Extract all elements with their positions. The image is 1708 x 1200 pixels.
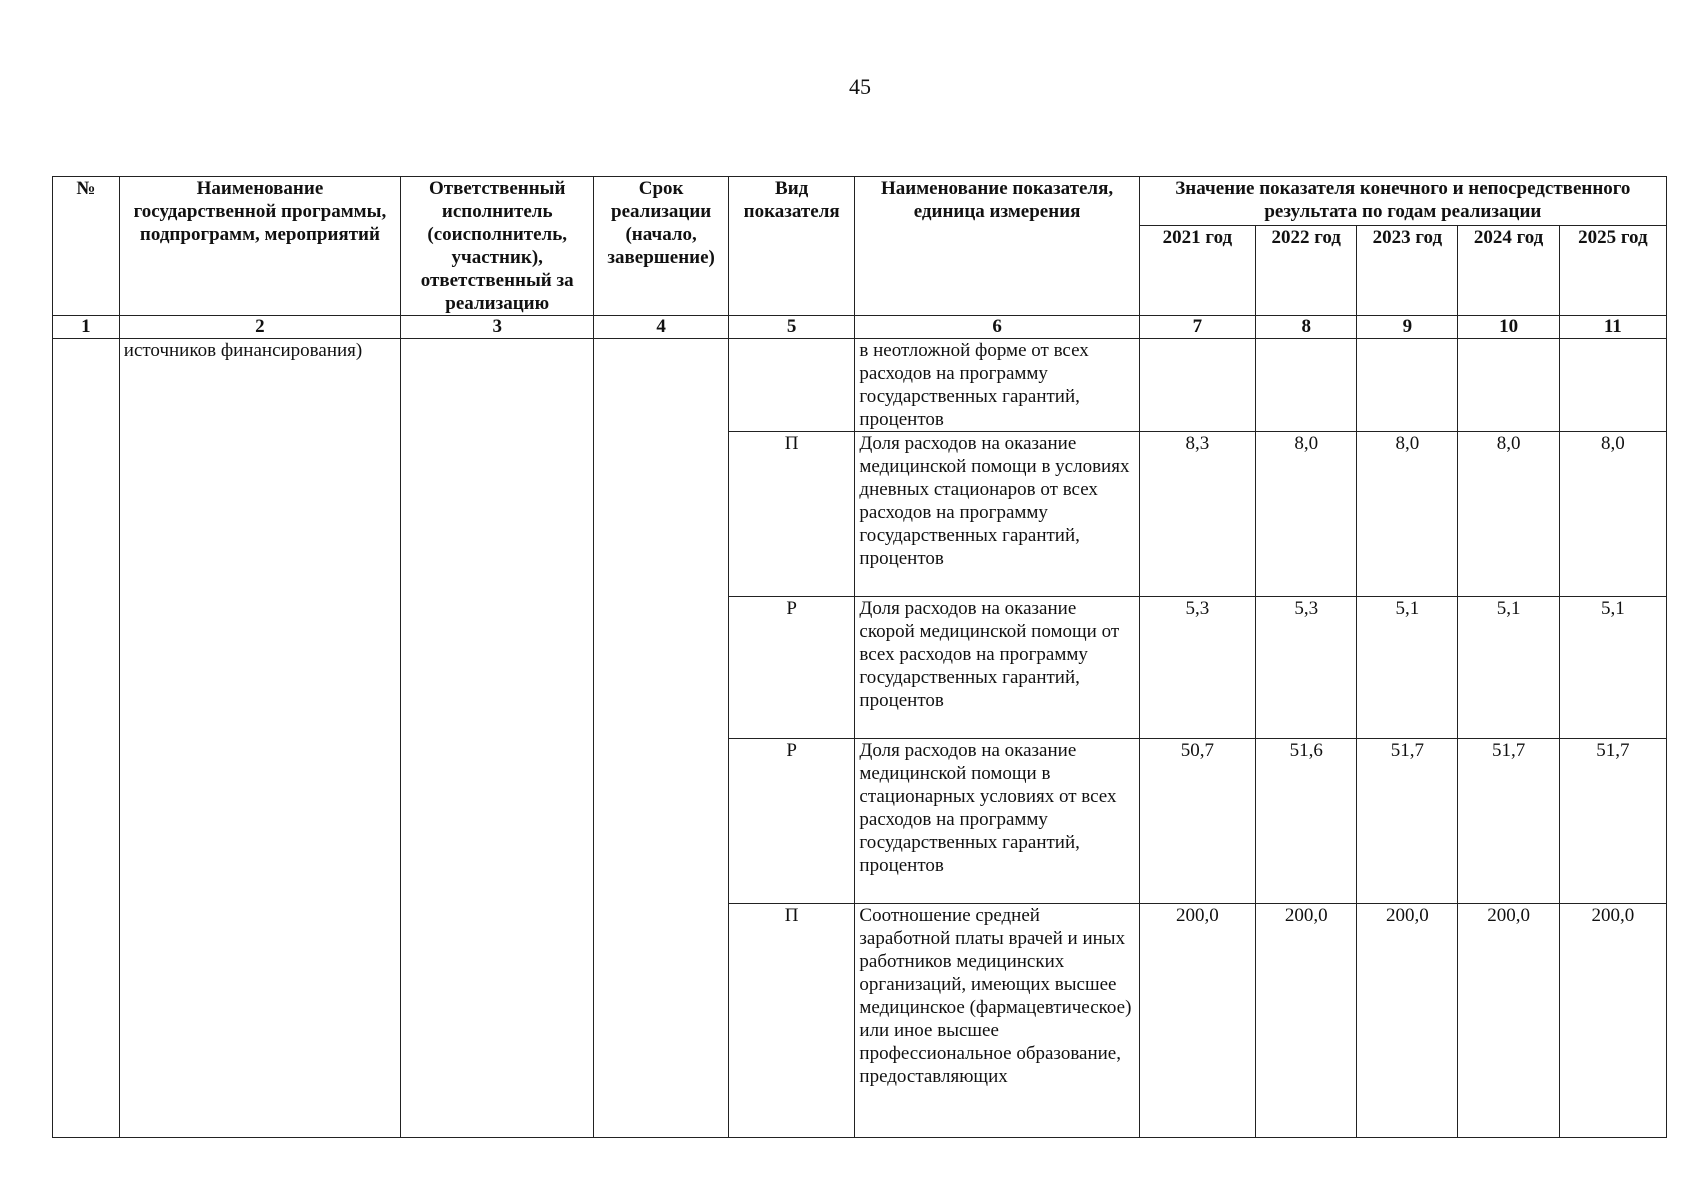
indicators-table xyxy=(52,176,1667,1138)
column-number: 1 xyxy=(53,316,120,339)
column-number: 6 xyxy=(855,316,1139,339)
program-cell: источников финансирования) xyxy=(119,339,400,1138)
header-kind: Вид показателя xyxy=(728,177,854,316)
value-2023 xyxy=(1357,339,1458,432)
indicator-name: в неотложной форме от всех расходов на программу государственных гарантий, процентов xyxy=(855,339,1139,432)
value-2021: 5,3 xyxy=(1139,597,1255,739)
value-2025 xyxy=(1559,339,1666,432)
column-number: 2 xyxy=(119,316,400,339)
value-2025: 5,1 xyxy=(1559,597,1666,739)
column-number: 4 xyxy=(594,316,729,339)
header-number: № xyxy=(53,177,120,316)
column-number: 8 xyxy=(1256,316,1357,339)
indicator-name: Доля расходов на оказание медицинской помощи в стационарных условиях от всех расходов на программу государственных гарантий, процентов xyxy=(855,739,1139,904)
value-2023: 200,0 xyxy=(1357,904,1458,1138)
column-numbers-row xyxy=(53,316,1667,339)
value-2023: 8,0 xyxy=(1357,432,1458,597)
value-2025: 200,0 xyxy=(1559,904,1666,1138)
value-2024: 5,1 xyxy=(1458,597,1559,739)
header-year-2022: 2022 год xyxy=(1256,225,1357,315)
value-2023: 51,7 xyxy=(1357,739,1458,904)
header-term: Срок реализации (начало, завершение) xyxy=(594,177,729,316)
header-year-2024: 2024 год xyxy=(1458,225,1559,315)
value-2022: 5,3 xyxy=(1256,597,1357,739)
column-number: 3 xyxy=(401,316,594,339)
column-number: 5 xyxy=(728,316,854,339)
indicator-kind: Р xyxy=(728,739,854,904)
value-2022: 51,6 xyxy=(1256,739,1357,904)
responsible-cell xyxy=(401,339,594,1138)
page-number: 45 xyxy=(849,74,871,99)
indicator-kind: П xyxy=(728,904,854,1138)
column-number: 7 xyxy=(1139,316,1255,339)
term-cell xyxy=(594,339,729,1138)
value-2023: 5,1 xyxy=(1357,597,1458,739)
column-number: 10 xyxy=(1458,316,1559,339)
column-number: 11 xyxy=(1559,316,1666,339)
value-2021 xyxy=(1139,339,1255,432)
indicator-name: Доля расходов на оказание медицинской помощи в условиях дневных стационаров от всех расходов на программу государственных гарантий, процентов xyxy=(855,432,1139,597)
value-2021: 50,7 xyxy=(1139,739,1255,904)
value-2022 xyxy=(1256,339,1357,432)
value-2025: 8,0 xyxy=(1559,432,1666,597)
value-2025: 51,7 xyxy=(1559,739,1666,904)
header-year-2021: 2021 год xyxy=(1139,225,1255,315)
header-program: Наименование государственной программы, подпрограмм, мероприятий xyxy=(119,177,400,316)
header-responsible: Ответственный исполнитель (соисполнитель, участник), ответственный за реализацию xyxy=(401,177,594,316)
number-cell xyxy=(53,339,120,1138)
value-2022: 200,0 xyxy=(1256,904,1357,1138)
header-year-2023: 2023 год xyxy=(1357,225,1458,315)
header-indicator: Наименование показателя, единица измерения xyxy=(855,177,1139,316)
value-2024 xyxy=(1458,339,1559,432)
indicator-kind: П xyxy=(728,432,854,597)
indicator-name: Доля расходов на оказание скорой медицинской помощи от всех расходов на программу государственных гарантий, процентов xyxy=(855,597,1139,739)
column-number: 9 xyxy=(1357,316,1458,339)
indicator-kind xyxy=(728,339,854,432)
value-2024: 200,0 xyxy=(1458,904,1559,1138)
indicator-name: Соотношение средней заработной платы врачей и иных работников медицинских организаций, имеющих высшее медицинское (фармацевтическое) или иное высшее профессиональное образование, предоставляющих xyxy=(855,904,1139,1138)
header-values-group: Значение показателя конечного и непосредственного результата по годам реализации xyxy=(1139,177,1666,226)
header-year-2025: 2025 год xyxy=(1559,225,1666,315)
value-2021: 8,3 xyxy=(1139,432,1255,597)
value-2021: 200,0 xyxy=(1139,904,1255,1138)
value-2024: 8,0 xyxy=(1458,432,1559,597)
value-2024: 51,7 xyxy=(1458,739,1559,904)
value-2022: 8,0 xyxy=(1256,432,1357,597)
indicator-kind: Р xyxy=(728,597,854,739)
table-row xyxy=(53,339,1667,432)
